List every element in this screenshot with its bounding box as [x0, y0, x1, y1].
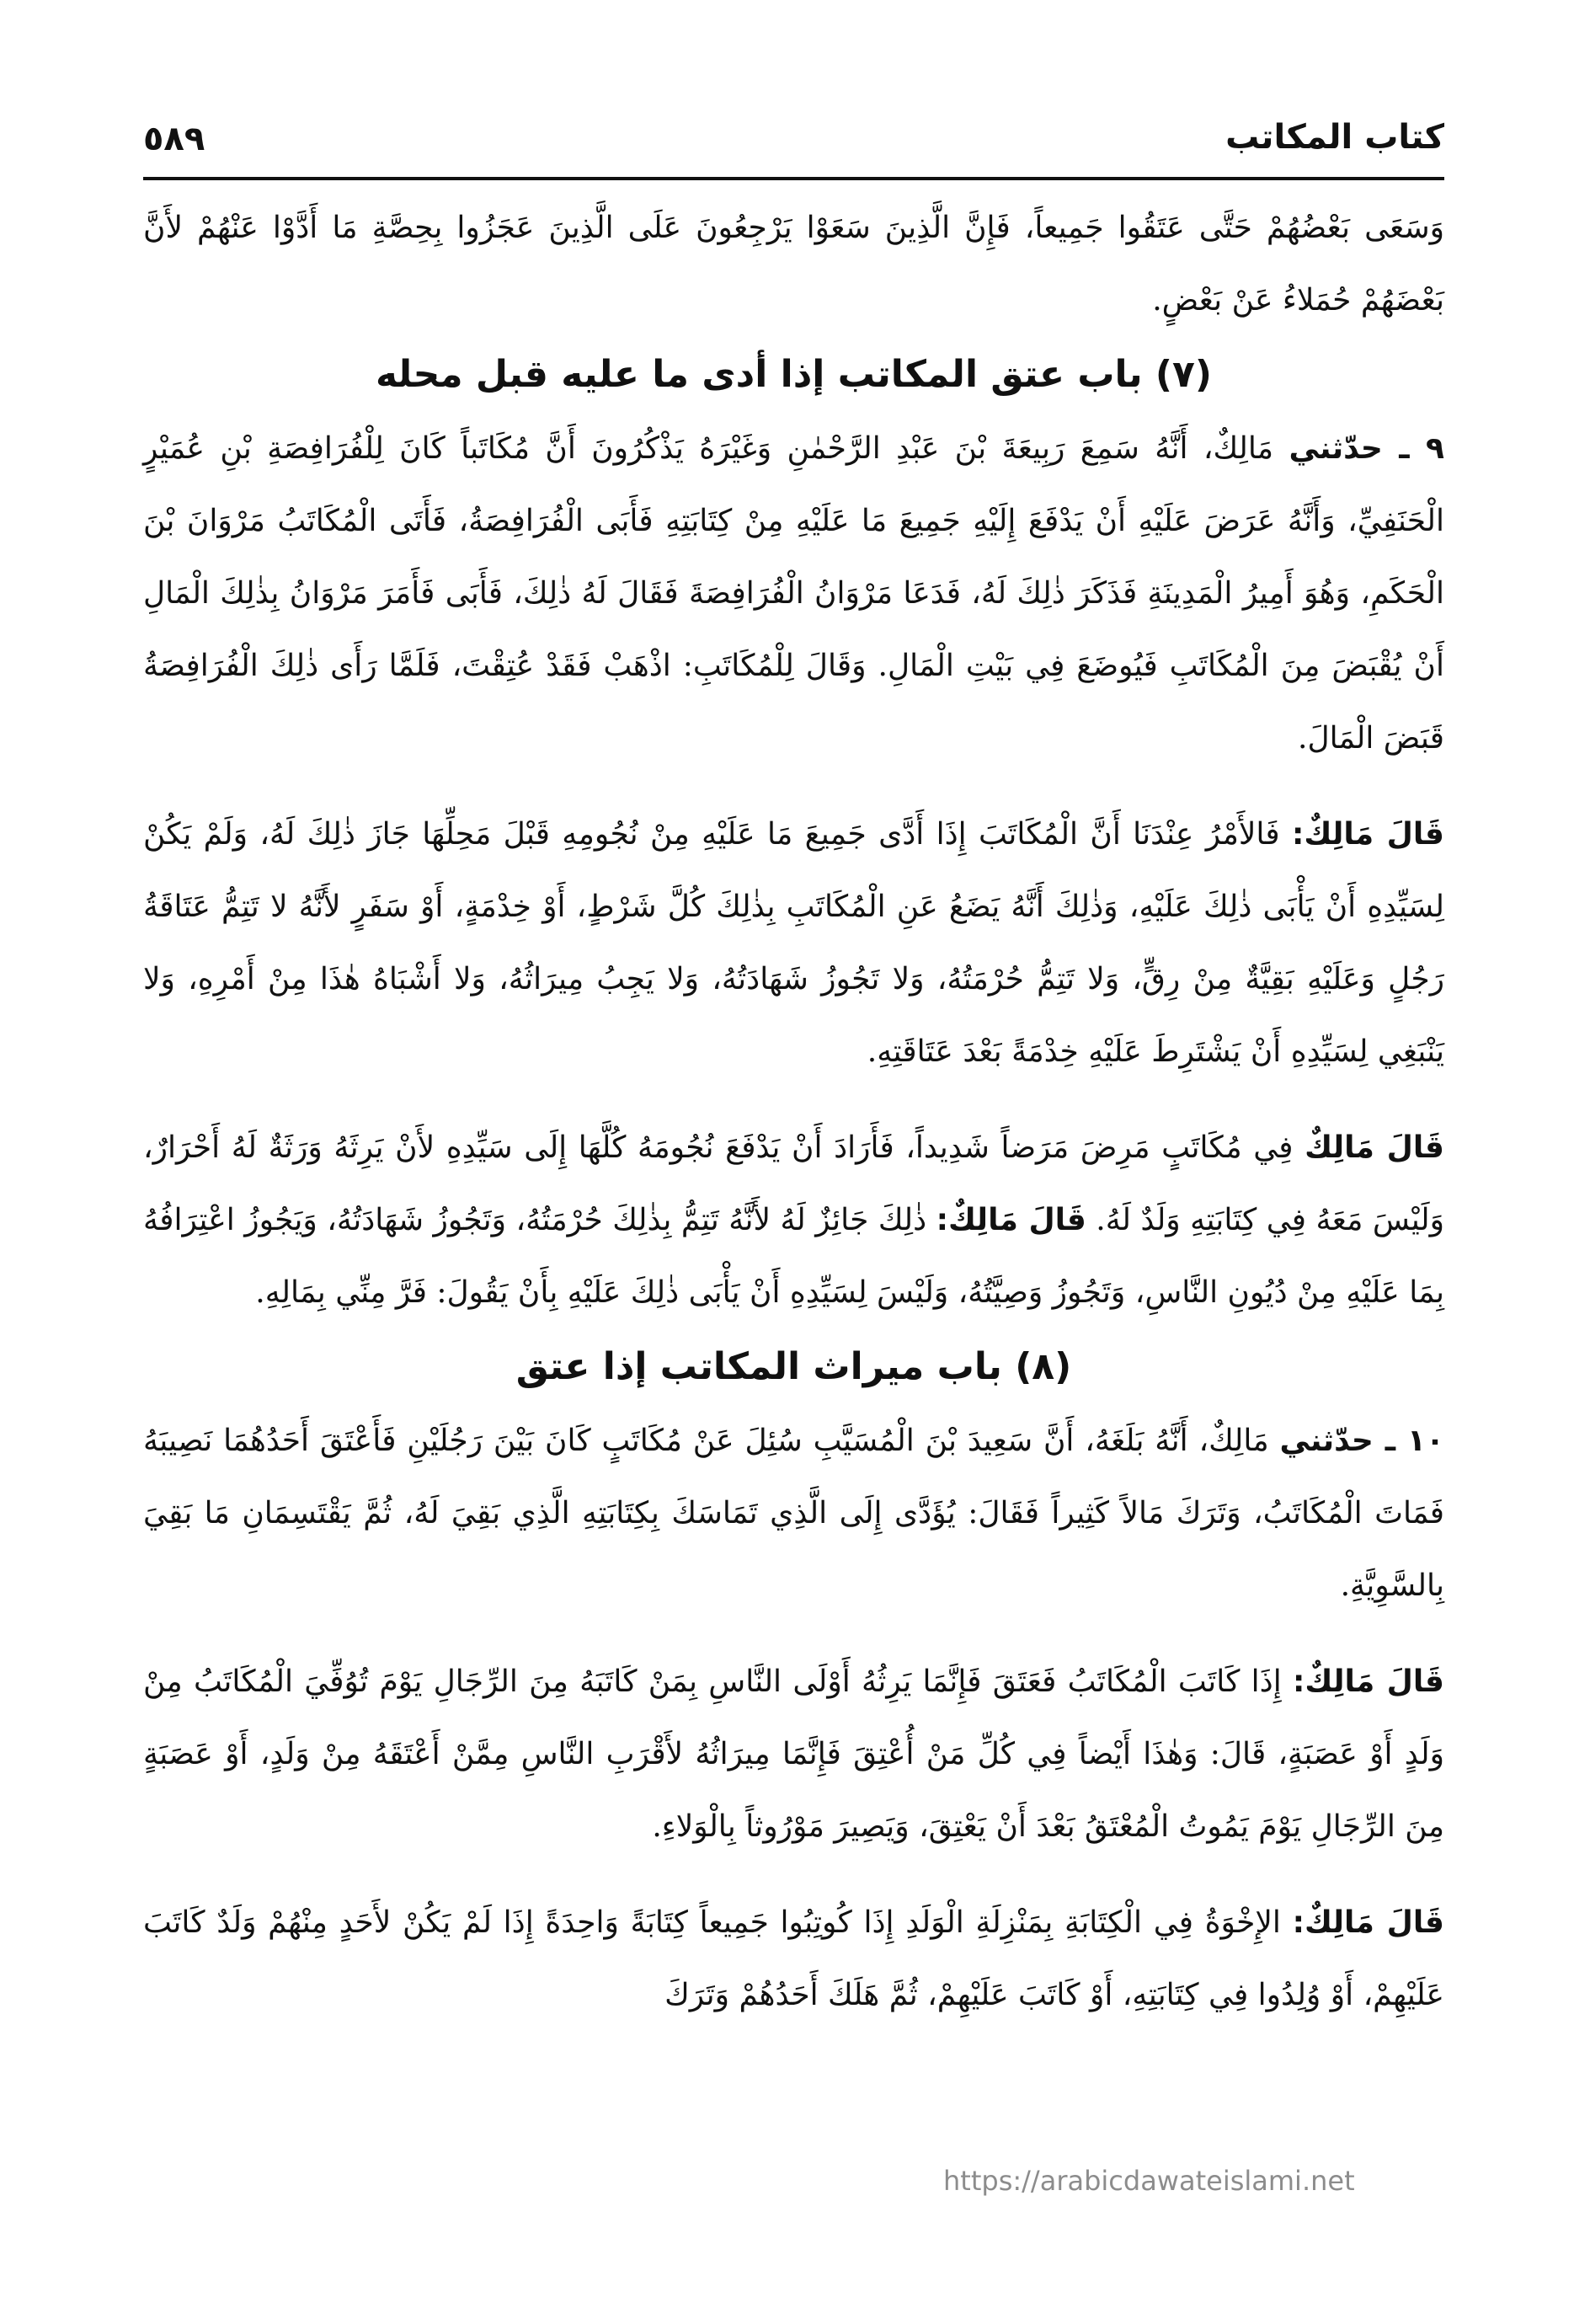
- hadith-9-lead: ٩ ـ حدّثني: [1289, 431, 1444, 466]
- malik-comment-3: [143, 1646, 1444, 1863]
- malik-comment-4-lead: قَالَ مَالِكٌ:: [1292, 1905, 1445, 1940]
- hadith-10-text: مَالِكٌ، أَنَّهُ بَلَغَهُ، أَنَّ سَعِيدَ بْنَ الْمُسَيَّبِ سُئِلَ عَنْ مُكَاتَبٍ كَانَ بَيْنَ رَجُلَيْنِ فَأَعْتَقَ أَحَدُهُمَا نَصِيبَهُ فَمَاتَ الْمُكَاتَبُ، وَتَرَكَ مَالاً كَثِيراً فَقَالَ: يُؤَدَّى إِلَى الَّذِي تَمَاسَكَ بِكِتَابَتِهِ الَّذِي بَقِيَ لَهُ، ثُمَّ يَقْتَسِمَانِ مَا بَقِيَ بِالسَّوِيَّةِ.: [143, 1424, 1444, 1603]
- page-content: [143, 192, 1444, 2032]
- hadith-10: [143, 1405, 1444, 1622]
- malik-comment-3-lead: قَالَ مَالِكٌ:: [1293, 1664, 1444, 1699]
- malik-comment-2: [143, 1112, 1444, 1329]
- malik-comment-4-text: الإِخْوَةُ فِي الْكِتَابَةِ بِمَنْزِلَةِ الْوَلَدِ إِذَا كُوتِبُوا جَمِيعاً كِتَابَةً وَاحِدَةً إِذَا لَمْ يَكُنْ لأَحَدٍ مِنْهُمْ وَلَدٌ كَاتَبَ عَلَيْهِمْ، أَوْ وُلِدُوا فِي كِتَابَتِهِ، أَوْ كَاتَبَ عَلَيْهِمْ، ثُمَّ هَلَكَ أَحَدُهُمْ وَتَرَكَ: [143, 1905, 1444, 2012]
- hadith-10-lead: ١٠ ـ حدّثني: [1279, 1424, 1444, 1458]
- malik-comment-4: [143, 1887, 1444, 2032]
- chapter-8-heading: (٨) باب ميراث المكاتب إذا عتق: [515, 1345, 1072, 1388]
- malik-comment-2-text: فِي مُكَاتَبٍ مَرِضَ مَرَضاً شَدِيداً، فَأَرَادَ أَنْ يَدْفَعَ نُجُومَهُ كُلَّهَا إِلَى سَيِّدِهِ لأَنْ يَرِثَهُ وَرَثَةٌ لَهُ أَحْرَارٌ، وَلَيْسَ مَعَهُ فِي كِتَابَتِهِ وَلَدٌ لَهُ.: [143, 1130, 1444, 1237]
- hadith-9: [143, 413, 1444, 775]
- book-page: [143, 110, 1444, 2300]
- page-header: [143, 110, 1444, 180]
- malik-comment-1-text: فَالأَمْرُ عِنْدَنَا أَنَّ الْمُكَاتَبَ إِذَا أَدَّى جَمِيعَ مَا عَلَيْهِ مِنْ نُجُومِهِ قَبْلَ مَحِلِّهَا جَازَ ذٰلِكَ لَهُ، وَلَمْ يَكُنْ لِسَيِّدِهِ أَنْ يَأْبَى ذٰلِكَ عَلَيْهِ، وَذٰلِكَ أَنَّهُ يَضَعُ عَنِ الْمُكَاتَبِ بِذٰلِكَ كُلَّ شَرْطٍ، أَوْ خِدْمَةٍ، أَوْ سَفَرٍ لأَنَّهُ لا تَتِمُّ عَتَاقَةُ رَجُلٍ وَعَلَيْهِ بَقِيَّةٌ مِنْ رِقٍّ، وَلا تَتِمُّ حُرْمَتُهُ، وَلا تَجُوزُ شَهَادَتُهُ، وَلا يَجِبُ مِيرَاثُهُ، وَلا أَشْبَاهُ هٰذَا مِنْ أَمْرِهِ، وَلا يَنْبَغِي لِسَيِّدِهِ أَنْ يَشْتَرِطَ عَلَيْهِ خِدْمَةً بَعْدَ عَتَاقَتِهِ.: [143, 817, 1444, 1069]
- malik-comment-2b-text: ذٰلِكَ جَائِزٌ لَهُ لأَنَّهُ تَتِمُّ بِذٰلِكَ حُرْمَتُهُ، وَتَجُوزُ شَهَادَتُهُ، وَيَجُوزُ اعْتِرَافُهُ بِمَا عَلَيْهِ مِنْ دُيُونِ النَّاسِ، وَتَجُوزُ وَصِيَّتُهُ، وَلَيْسَ لِسَيِّدِهِ أَنْ يَأْبَى ذٰلِكَ عَلَيْهِ بِأَنْ يَقُولَ: فَرَّ مِنِّي بِمَالِهِ.: [143, 1203, 1444, 1310]
- malik-comment-2-lead: قَالَ مَالِكٌ: [1305, 1130, 1444, 1165]
- malik-comment-2b-lead: قَالَ مَالِكٌ:: [936, 1203, 1086, 1237]
- page-number: ٥٨٩: [143, 120, 205, 158]
- malik-comment-1-lead: قَالَ مَالِكٌ:: [1291, 817, 1444, 852]
- watermark-url: https://arabicdawateislami.net: [943, 2165, 1355, 2197]
- chapter-title: كتاب المكاتب: [1225, 118, 1444, 157]
- hadith-9-text: مَالِكٌ، أَنَّهُ سَمِعَ رَبِيعَةَ بْنَ عَبْدِ الرَّحْمٰنِ وَغَيْرَهُ يَذْكُرُونَ أَنَّ مُكَاتَباً كَانَ لِلْفُرَافِصَةِ بْنِ عُمَيْرٍ الْحَنَفِيِّ، وَأَنَّهُ عَرَضَ عَلَيْهِ أَنْ يَدْفَعَ إِلَيْهِ جَمِيعَ مَا عَلَيْهِ مِنْ كِتَابَتِهِ فَأَبَى الْفُرَافِصَةُ، فَأَتَى الْمُكَاتَبُ مَرْوَانَ بْنَ الْحَكَمِ، وَهُوَ أَمِيرُ الْمَدِينَةِ فَذَكَرَ ذٰلِكَ لَهُ، فَدَعَا مَرْوَانُ الْفُرَافِصَةَ فَقَالَ لَهُ ذٰلِكَ، فَأَبَى فَأَمَرَ مَرْوَانُ بِذٰلِكَ الْمَالِ أَنْ يُقْبَضَ مِنَ الْمُكَاتَبِ فَيُوضَعَ فِي بَيْتِ الْمَالِ. وَقَالَ لِلْمُكَاتَبِ: اذْهَبْ فَقَدْ عُتِقْتَ، فَلَمَّا رَأَى ذٰلِكَ الْفُرَافِصَةُ قَبَضَ الْمَالَ.: [143, 431, 1444, 756]
- malik-comment-3-text: إِذَا كَاتَبَ الْمُكَاتَبُ فَعَتَقَ فَإِنَّمَا يَرِثُهُ أَوْلَى النَّاسِ بِمَنْ كَاتَبَهُ مِنَ الرِّجَالِ يَوْمَ تُوُفِّيَ الْمُكَاتَبُ مِنْ وَلَدٍ أَوْ عَصَبَةٍ، قَالَ: وَهٰذَا أَيْضاً فِي كُلِّ مَنْ أُعْتِقَ فَإِنَّمَا مِيرَاثُهُ لأَقْرَبِ النَّاسِ مِمَّنْ أَعْتَقَهُ مِنْ وَلَدٍ، أَوْ عَصَبَةٍ مِنَ الرِّجَالِ يَوْمَ يَمُوتُ الْمُعْتَقُ بَعْدَ أَنْ يَعْتِقَ، وَيَصِيرَ مَوْرُوثاً بِالْوَلاءِ.: [143, 1664, 1444, 1844]
- intro-paragraph: وَسَعَى بَعْضُهُمْ حَتَّى عَتَقُوا جَمِيعاً، فَإِنَّ الَّذِينَ سَعَوْا يَرْجِعُونَ عَلَى الَّذِينَ عَجَزُوا بِحِصَّةِ مَا أَدَّوْا عَنْهُمْ لأَنَّ بَعْضَهُمْ حُمَلاءُ عَنْ بَعْضٍ.: [143, 211, 1444, 318]
- chapter-7-heading: (٧) باب عتق المكاتب إذا أدى ما عليه قبل محله: [376, 353, 1212, 396]
- malik-comment-1: [143, 799, 1444, 1088]
